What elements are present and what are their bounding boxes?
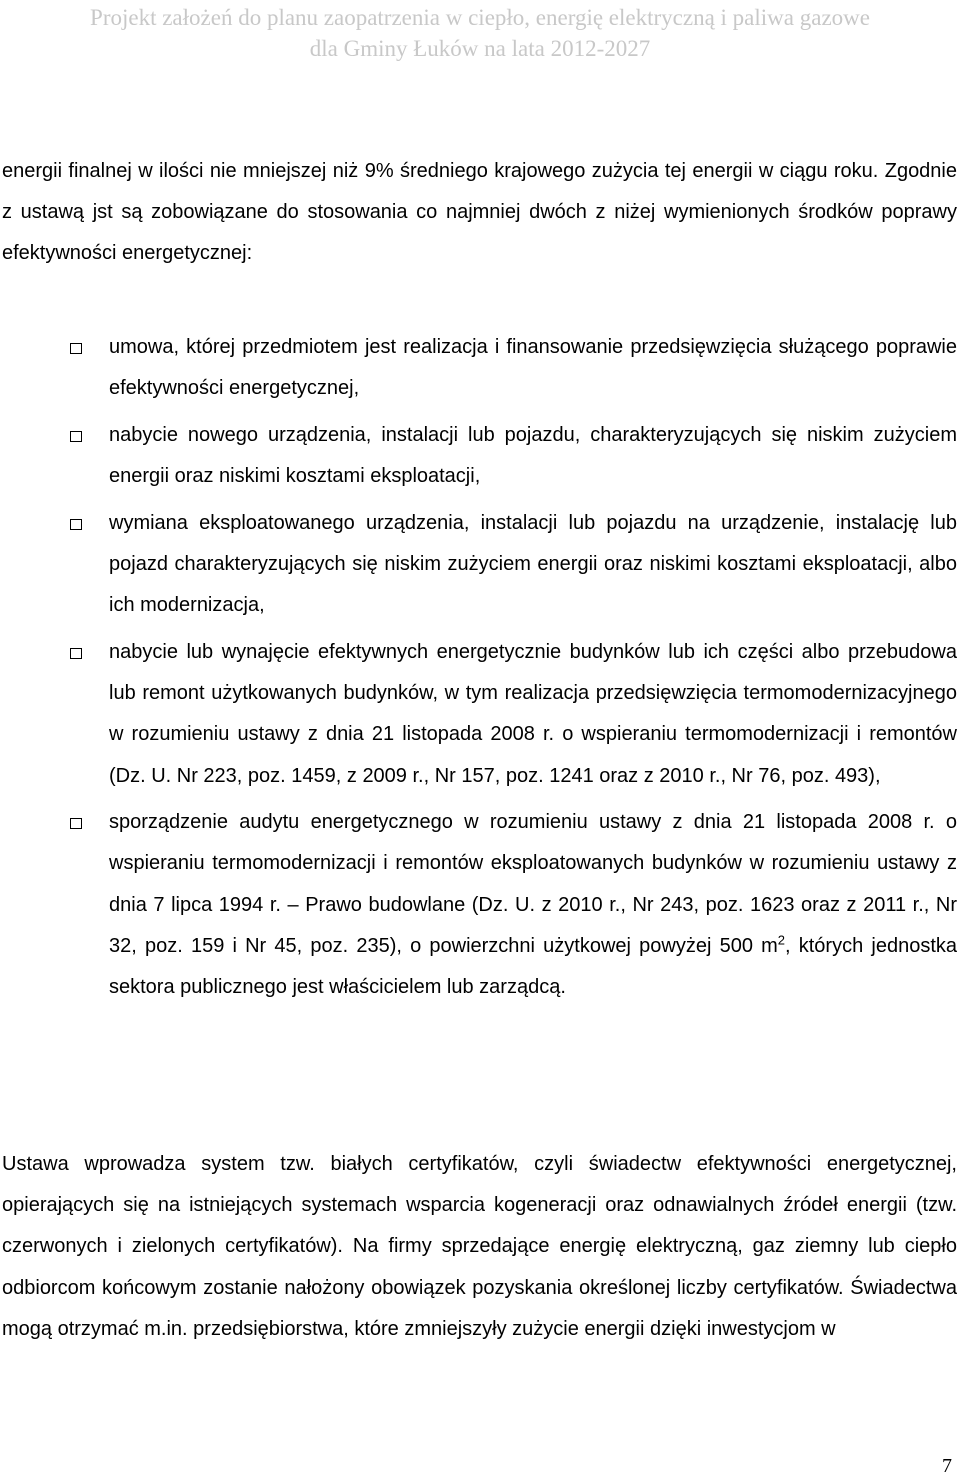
list-item-text: nabycie nowego urządzenia, instalacji lub pojazdu, charakteryzujących się niskim zużyciem energii oraz niskimi kosztami eksploatacji, bbox=[109, 423, 957, 488]
list-item-text-before: sporządzenie audytu energetycznego w rozumieniu ustawy z dnia 21 listopada 2008 r. o wspieraniu termomodernizacji i remontów eksploatowanych budynków w rozumieniu ustawy z dnia 7 lipca 1994 r. – Prawo budowlane (Dz. U. z 2010 r., Nr 243, poz. 1623 oraz z 2011 r., Nr 32, poz. 159 i Nr 45, poz. 235), o powierzchni użytkowej powyżej 500 m bbox=[109, 811, 957, 957]
list-item bbox=[0, 327, 960, 409]
list-item-text: nabycie lub wynajęcie efektywnych energetycznie budynków lub ich części albo przebudowa lub remont użytkowanych budynków, w tym realizacja przedsięwzięcia termomodernizacyjnego w rozumieniu ustawy z dnia 21 listopada 2008 r. o wspieraniu termomodernizacji i remontów (Dz. U. Nr 223, poz. 1459, z 2009 r., Nr 157, poz. 1241 oraz z 2010 r., Nr 76, poz. 493), bbox=[109, 640, 957, 787]
superscript-two: 2 bbox=[777, 932, 786, 948]
square-bullet-icon bbox=[70, 818, 82, 829]
list-item-text: umowa, której przedmiotem jest realizacja i finansowanie przedsięwzięcia służącego poprawie efektywności energetycznej, bbox=[109, 336, 957, 400]
measures-list bbox=[0, 327, 960, 1014]
list-item-text-after: , których jednostka sektora publicznego jest właścicielem lub zarządcą. bbox=[109, 934, 957, 999]
list-item bbox=[0, 503, 960, 627]
intro-paragraph: energii finalnej w ilości nie mniejszej niż 9% średniego krajowego zużycia tej energii w ciągu roku. Zgodnie z ustawą jst są zobowiązane do stosowania co najmniej dwóch z niżej wymienionych środków poprawy efektywności energetycznej: bbox=[2, 160, 957, 265]
page-header bbox=[0, 2, 960, 64]
header-title-line2: dla Gminy Łuków na lata 2012-2027 bbox=[309, 36, 651, 61]
square-bullet-icon bbox=[70, 519, 82, 530]
header-title-line1: Projekt założeń do planu zaopatrzenia w ciepło, energię elektryczną i paliwa gazowe bbox=[90, 5, 870, 30]
list-item bbox=[0, 632, 960, 797]
square-bullet-icon bbox=[70, 648, 82, 659]
list-item bbox=[0, 415, 960, 497]
square-bullet-icon bbox=[70, 431, 82, 442]
square-bullet-icon bbox=[70, 343, 82, 354]
outro-paragraph: Ustawa wprowadza system tzw. białych certyfikatów, czyli świadectw efektywności energetycznej, opierających się na istniejących systemach wsparcia kogeneracji oraz odnawialnych źródeł energii (tzw. czerwonych i zielonych certyfikatów). Na firmy sprzedające energię elektryczną, gaz ziemny lub ciepło odbiorcom końcowym zostanie nałożony obowiązek pozyskania określonej liczby certyfikatów. Świadectwa mogą otrzymać m.in. przedsiębiorstwa, które zmniejszyły zużycie energii dzięki inwestycjom w bbox=[2, 1153, 957, 1340]
page-number: 7 bbox=[942, 1455, 952, 1477]
list-item-text: wymiana eksploatowanego urządzenia, instalacji lub pojazdu na urządzenie, instalację lub pojazd charakteryzujących się niskim zużyciem energii oraz niskimi kosztami eksploatacji, albo ich modernizacja, bbox=[109, 511, 957, 617]
list-item bbox=[0, 802, 960, 1008]
